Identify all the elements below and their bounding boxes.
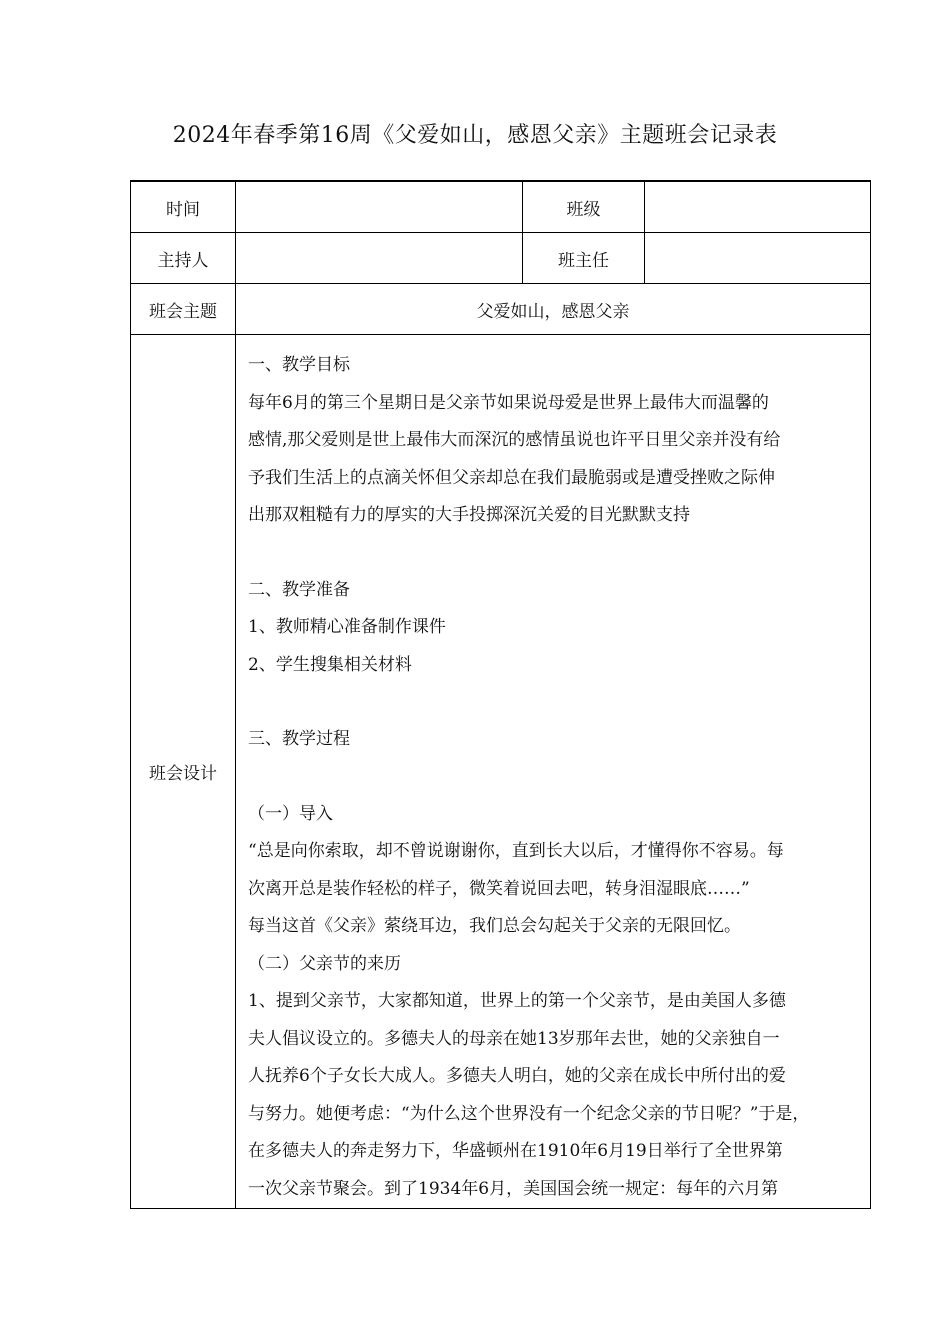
origin-line: 一次父亲节聚会。到了1934年6月，美国国会统一规定：每年的六月第 — [248, 1178, 779, 1199]
row-time-class — [131, 181, 871, 233]
origin-line: 在多德夫人的奔走努力下，华盛顿州在1910年6月19日举行了全世界第 — [248, 1141, 783, 1161]
row-host-teacher — [131, 233, 871, 284]
section-heading-objectives: 一、教学目标 — [248, 355, 350, 375]
time-value — [236, 181, 523, 233]
host-label: 主持人 — [131, 233, 236, 284]
design-label: 班会设计 — [131, 335, 236, 1209]
host-value — [236, 233, 523, 284]
section-heading-preparation: 二、教学准备 — [248, 579, 350, 600]
objectives-line: 予我们生活上的点滴关怀但父亲却总在我们最脆弱或是遭受挫败之际伸 — [248, 467, 775, 488]
subsection-heading-origin: （二）父亲节的来历 — [248, 953, 401, 974]
preparation-item: 2、学生搜集相关材料 — [248, 654, 412, 675]
spacer — [248, 535, 870, 572]
intro-line: 每当这首《父亲》萦绕耳边，我们总会勾起关于父亲的无限回忆。 — [248, 916, 741, 936]
head-teacher-label: 班主任 — [523, 233, 645, 284]
spacer — [248, 759, 870, 796]
design-body — [236, 335, 870, 1208]
origin-line: 人抚养6个子女长大成人。多德夫人明白，她的父亲在成长中所付出的爱 — [248, 1066, 786, 1086]
class-value — [645, 181, 871, 233]
preparation-item: 1、教师精心准备制作课件 — [248, 617, 446, 637]
theme-value: 父爱如山，感恩父亲 — [236, 284, 871, 335]
objectives-line: 感情,那父爱则是世上最伟大而深沉的感情虽说也许平日里父亲并没有给 — [248, 430, 781, 450]
intro-line: 次离开总是装作轻松的样子，微笑着说回去吧，转身泪湿眼底……” — [248, 878, 750, 899]
class-label: 班级 — [523, 181, 645, 233]
theme-label: 班会主题 — [131, 284, 236, 335]
origin-line: 与努力。她便考虑：“为什么这个世界没有一个纪念父亲的节日呢？”于是， — [248, 1103, 810, 1124]
objectives-line: 出那双粗糙有力的厚实的大手投掷深沉关爱的目光默默支持 — [248, 505, 690, 525]
origin-line: 1、提到父亲节，大家都知道，世界上的第一个父亲节，是由美国人多德 — [248, 991, 786, 1011]
row-theme — [131, 284, 871, 335]
intro-line: “总是向你索取，却不曾说谢谢你，直到长大以后，才懂得你不容易。每 — [248, 841, 784, 861]
document-title: 2024年春季第16周《父爱如山，感恩父亲》主题班会记录表 — [172, 123, 778, 148]
record-table — [130, 180, 871, 1209]
section-heading-process: 三、教学过程 — [248, 729, 350, 749]
spacer — [248, 684, 870, 721]
origin-line: 夫人倡议设立的。多德夫人的母亲在她13岁那年去世，她的父亲独自一 — [248, 1028, 780, 1049]
subsection-heading-intro: （一）导入 — [248, 803, 333, 824]
design-content — [236, 335, 871, 1209]
time-label: 时间 — [131, 181, 236, 233]
row-design — [131, 335, 871, 1209]
head-teacher-value — [645, 233, 871, 284]
objectives-line: 每年6月的第三个星期日是父亲节如果说母爱是世界上最伟大而温馨的 — [248, 392, 769, 413]
